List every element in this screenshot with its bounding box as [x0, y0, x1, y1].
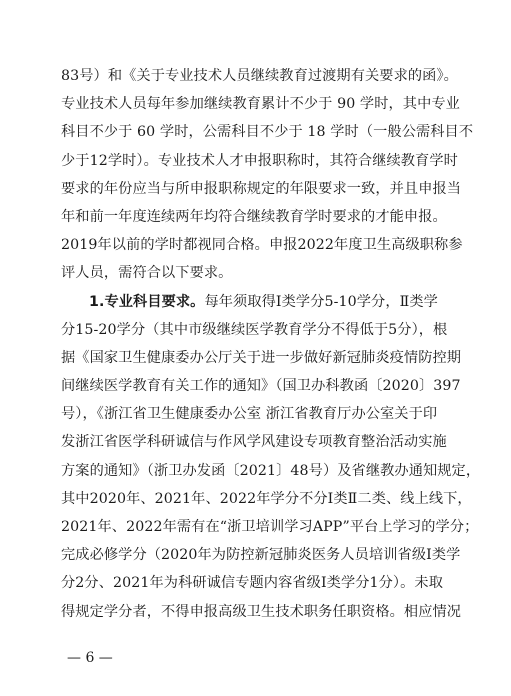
paragraph-line: 83号）和《关于专业技术人员继续教育过渡期有关要求的函》。 [61, 68, 458, 84]
paragraph-line: 年和前一年度连续两年均符合继续教育学时要求的才能申报。 [61, 208, 447, 225]
paragraph-line: 方案的通知》（浙卫办发函〔2021〕48号）及省继教办通知规定， [61, 462, 481, 479]
paragraph-line: 发浙江省医学科研诚信与作风学风建设专项教育整治活动实施 [61, 434, 447, 451]
paragraph-line: 号），《浙江省卫生健康委办公室 浙江省教育厅办公室关于印 [61, 406, 438, 423]
paragraph-line: 分15-20学分（其中市级继续医学教育学分不得低于5分），根 [61, 321, 448, 338]
paragraph-line: 据《国家卫生健康委办公厅关于进一步做好新冠肺炎疫情防控期 [61, 349, 462, 366]
section-heading: 1.专业科目要求。 [89, 293, 205, 310]
body-text [61, 62, 481, 626]
paragraph-line: 评人员，需符合以下要求。 [61, 265, 233, 282]
paragraph-line: 2021年、2022年需有在“浙卫培训学习APP”平台上学习的学分； [61, 519, 479, 535]
paragraph-line: 科目不少于 60 学时，公需科目不少于 18 学时（一般公需科目不 [61, 124, 474, 141]
paragraph-line: 少于12学时）。专业技术人才申报职称时，其符合继续教育学时 [61, 152, 458, 169]
paragraph-line: 2019年以前的学时都视同合格。申报2022年度卫生高级职称参 [61, 237, 463, 254]
section-first-line [61, 288, 456, 316]
paragraph-line: 分2分、2021年为科研诚信专题内容省级Ⅰ类学分1分）。未取 [61, 575, 443, 592]
paragraph-line: 完成必修学分（2020年为防控新冠肺炎医务人员培训省级Ⅰ类学 [61, 547, 461, 564]
paragraph-line: 要求的年份应当与所申报职称规定的年限要求一致，并且申报当 [61, 180, 462, 197]
paragraph-line: 得规定学分者，不得申报高级卫生技术职务任职资格。相应情况 [61, 603, 462, 620]
paragraph-line: 间继续医学教育有关工作的通知》（国卫办科教函〔2020〕397 [61, 378, 461, 395]
paragraph-line: 其中2020年、2021年、2022年学分不分Ⅰ类Ⅱ二类、线上线下， [61, 490, 472, 507]
page-number: — 6 — [67, 650, 113, 666]
section-first-line-text: 每年须取得Ⅰ类学分5-10学分，Ⅱ类学 [204, 293, 438, 310]
paragraph-line: 专业技术人员每年参加继续教育累计不少于 90 学时，其中专业 [61, 96, 460, 113]
